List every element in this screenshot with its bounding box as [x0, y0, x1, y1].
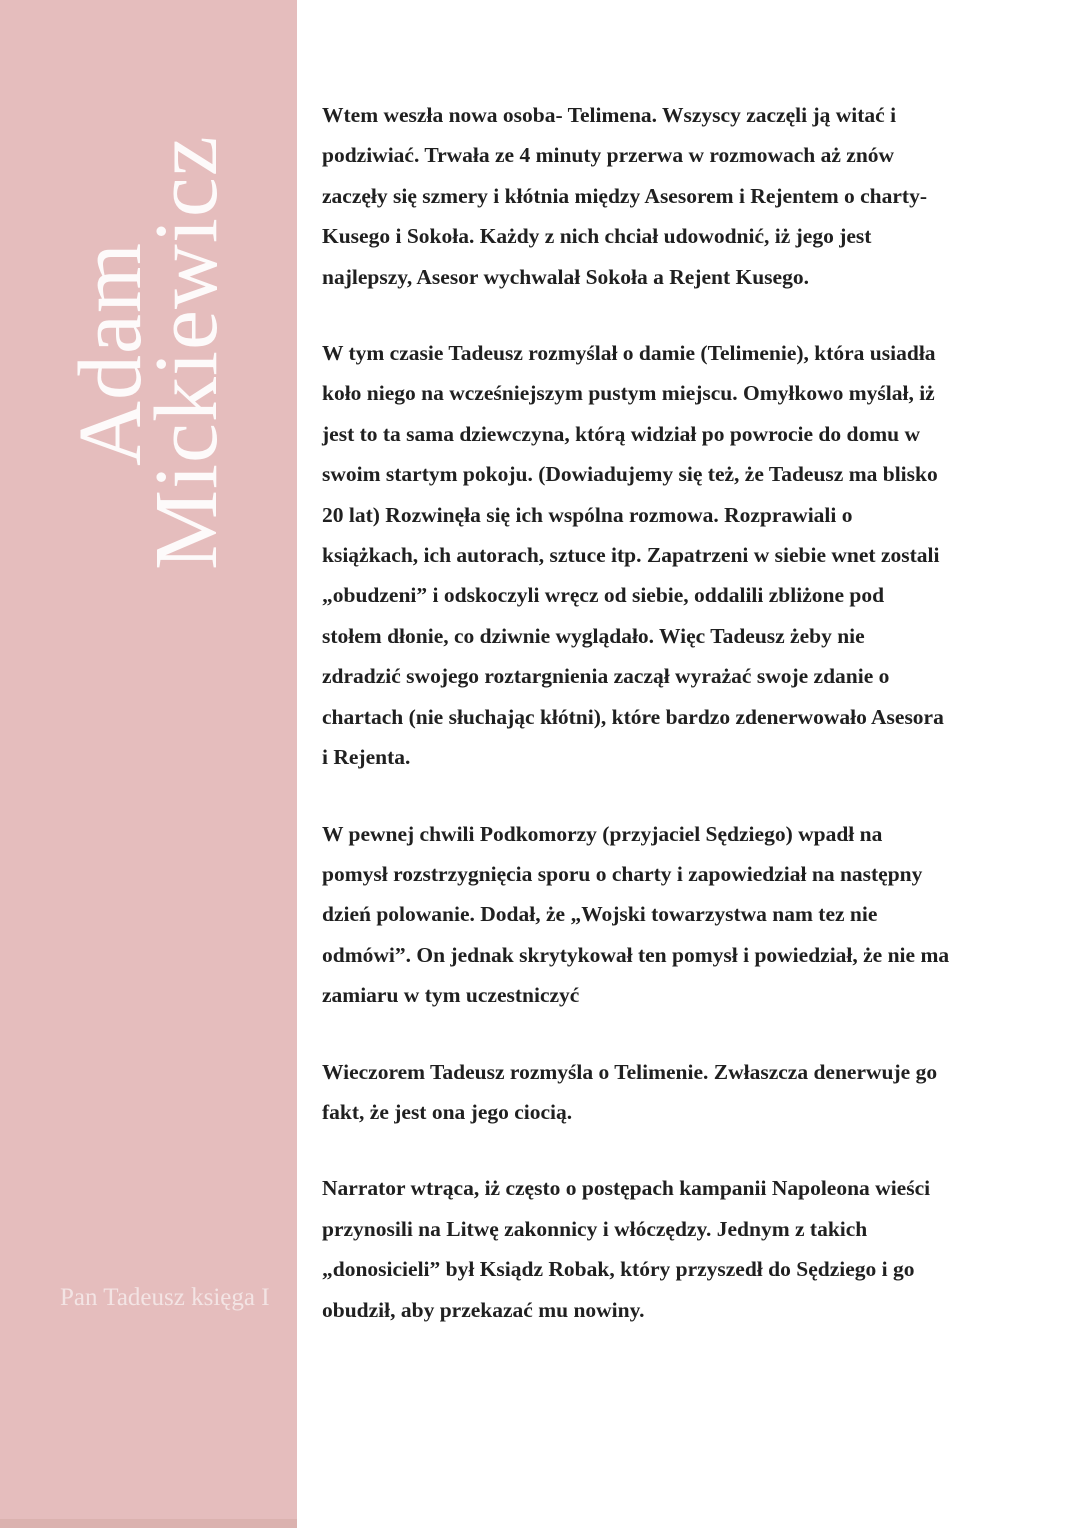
paragraph — [322, 333, 1022, 777]
text-line: obudził, aby przekazać mu nowiny. — [322, 1297, 645, 1322]
text-line: W tym czasie Tadeusz rozmyślał o damie (Telimenie), która usiadła — [322, 341, 936, 366]
text-line: zdradzić swojego roztargnienia zaczął wyrażać swoje zdanie o — [322, 664, 890, 689]
text-line: Kusego i Sokoła. Każdy z nich chciał udowodnić, iż jego jest — [322, 224, 872, 249]
sidebar-bottom-strip — [0, 1519, 297, 1528]
notes-content — [322, 95, 1022, 1366]
text-line: dzień polowanie. Dodał, że „Wojski towarzystwa nam tez nie — [322, 902, 878, 927]
author-title — [61, 135, 239, 571]
sidebar — [0, 0, 297, 1528]
text-line: W pewnej chwili Podkomorzy (przyjaciel Sędziego) wpadł na — [322, 821, 883, 846]
author-last-name: Mickiewicz — [137, 135, 236, 571]
paragraph — [322, 1168, 1022, 1330]
text-line: „donosicieli” był Ksiądz Robak, który przyszedł do Sędziego i go — [322, 1257, 915, 1282]
paragraphs — [322, 95, 1022, 1330]
paragraph — [322, 814, 1022, 1016]
text-line: fakt, że jest ona jego ciocią. — [322, 1099, 573, 1124]
text-line: podziwiać. Trwała ze 4 minuty przerwa w rozmowach aż znów — [322, 143, 895, 168]
text-line: Wieczorem Tadeusz rozmyśla o Telimenie. Zwłaszcza denerwuje go — [322, 1059, 938, 1084]
text-line: Narrator wtrąca, iż często o postępach kampanii Napoleona wieści — [322, 1176, 931, 1201]
text-line: przynosili na Litwę zakonnicy i włóczędzy. Jednym z takich — [322, 1216, 868, 1241]
text-line: 20 lat) Rozwinęła się ich wspólna rozmowa. Rozprawiali o — [322, 502, 853, 527]
book-chapter-label: Pan Tadeusz księga I — [60, 1284, 270, 1311]
text-line: stołem dłonie, co dziwnie wyglądało. Więc Tadeusz żeby nie — [322, 623, 865, 648]
text-line: swoim startym pokoju. (Dowiadujemy się też, że Tadeusz ma blisko — [322, 462, 938, 487]
text-line: jest to ta sama dziewczyna, którą widział po powrocie do domu w — [322, 421, 920, 446]
paragraph — [322, 95, 1022, 297]
text-line: i Rejenta. — [322, 745, 411, 770]
text-line: zamiaru w tym uczestniczyć — [322, 983, 580, 1008]
text-line: Wtem weszła nowa osoba- Telimena. Wszyscy zaczęli ją witać i — [322, 103, 897, 127]
text-line: książkach, ich autorach, sztuce itp. Zapatrzeni w siebie wnet zostali — [322, 543, 940, 568]
text-line: najlepszy, Asesor wychwalał Sokoła a Rejent Kusego. — [322, 264, 809, 289]
text-line: pomysł rozstrzygnięcia sporu o charty i zapowiedział na następny — [322, 861, 923, 886]
text-line: zaczęły się szmery i kłótnia między Asesorem i Rejentem o charty- — [322, 183, 928, 208]
text-line: odmówi”. On jednak skrytykował ten pomysł i powiedział, że nie ma — [322, 942, 950, 967]
paragraph — [322, 1052, 1022, 1133]
text-line: koło niego na wcześniejszym pustym miejscu. Omyłkowo myślał, iż — [322, 381, 935, 406]
text-line: chartach (nie słuchając kłótni), które bardzo zdenerwowało Asesora — [322, 704, 944, 729]
text-line: „obudzeni” i odskoczyli wręcz od siebie, oddalili zbliżone pod — [322, 583, 885, 608]
author-first-name: Adam — [61, 242, 160, 467]
